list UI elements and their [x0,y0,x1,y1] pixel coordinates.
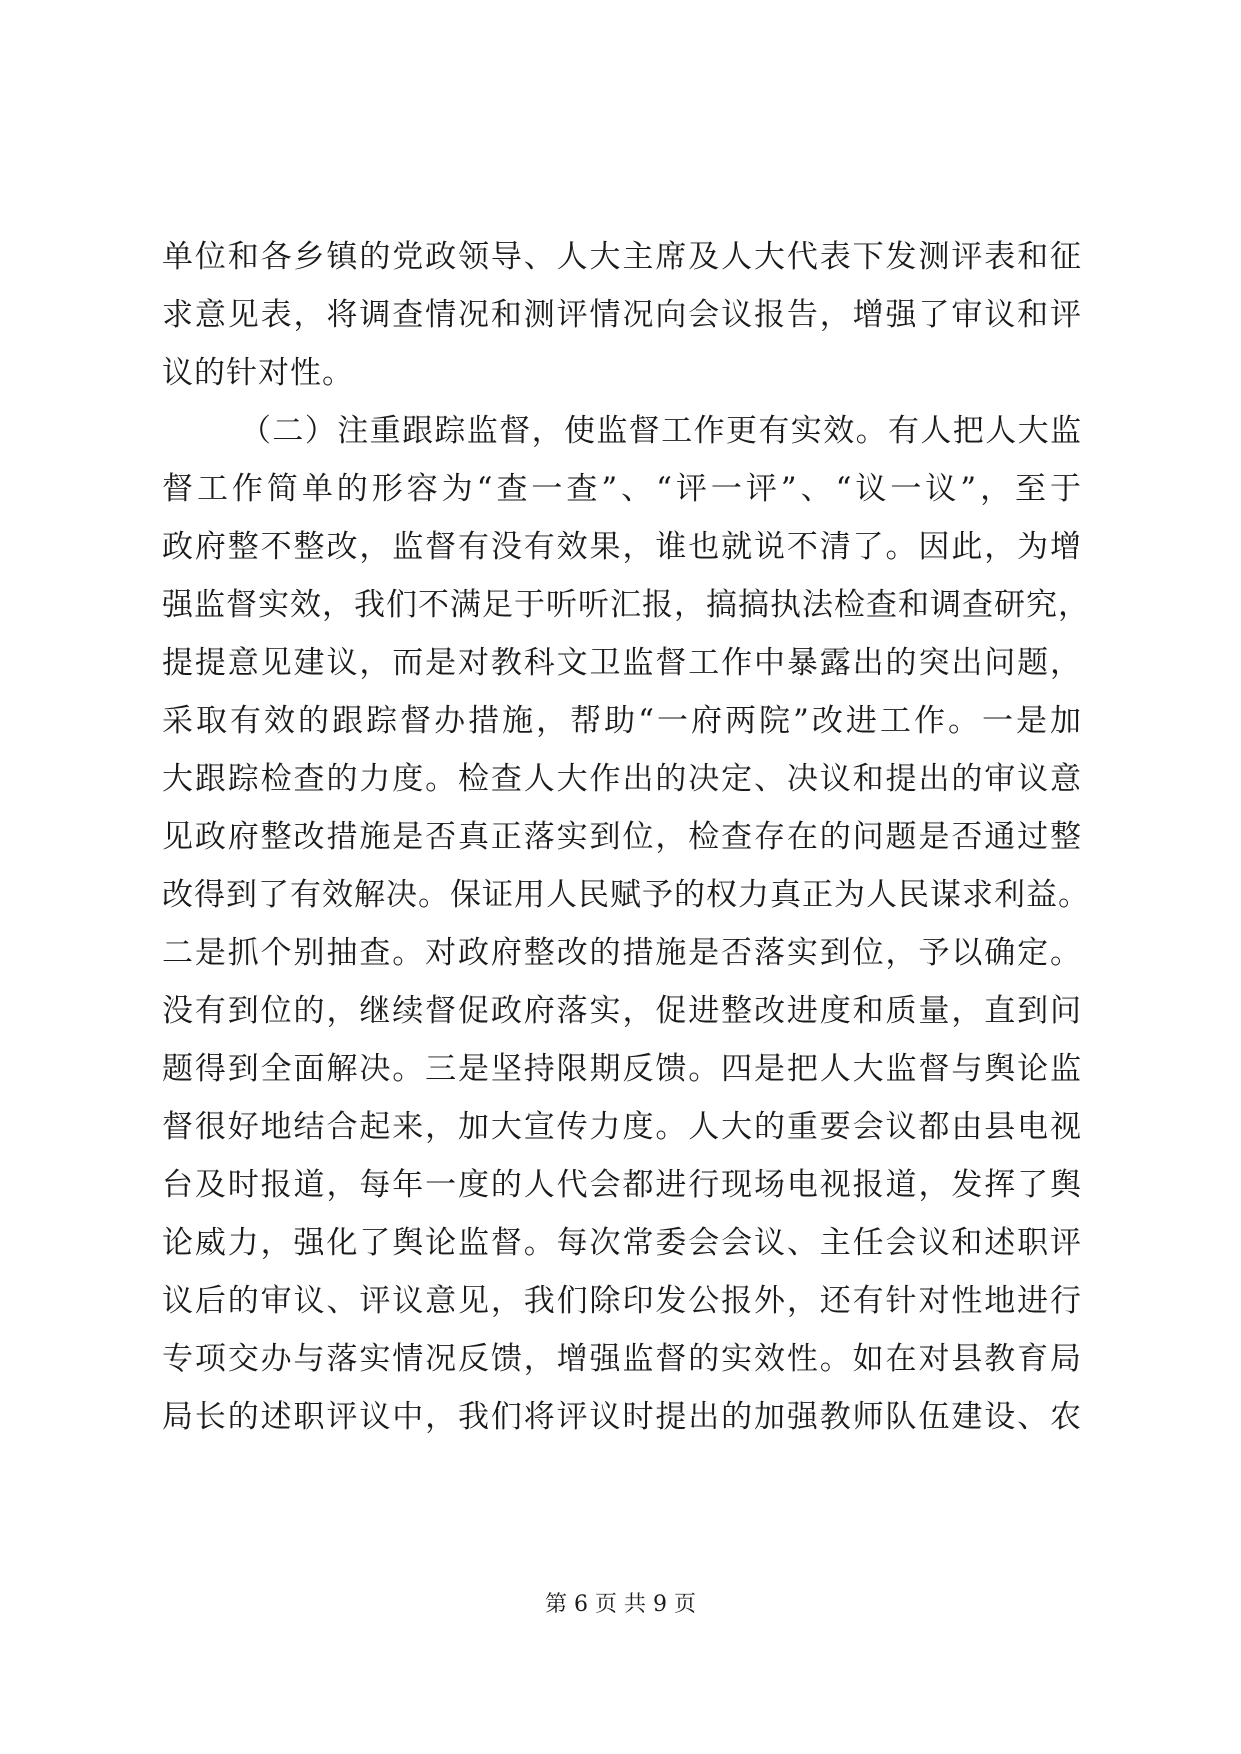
text-line: 论威力，强化了舆论监督。每次常委会会议、主任会议和述职评 [162,1225,1082,1261]
text-line: 题得到全面解决。三是坚持限期反馈。四是把人大监督与舆论监 [162,1051,1082,1087]
text-line: 专项交办与落实情况反馈，增强监督的实效性。如在对县教育局 [162,1341,1082,1377]
text-line: 改得到了有效解决。保证用人民赋予的权力真正为人民谋求利益。 [162,877,1090,913]
text-line: 局长的述职评议中，我们将评议时提出的加强教师队伍建设、农 [162,1399,1082,1435]
text-line: 督很好地结合起来，加大宣传力度。人大的重要会议都由县电视 [162,1109,1082,1145]
text-line: 求意见表，将调查情况和测评情况向会议报告，增强了审议和评 [162,297,1082,333]
text-line: 议的针对性。 [162,355,354,391]
text-line: 单位和各乡镇的党政领导、人大主席及人大代表下发测评表和征 [162,239,1082,275]
text-line: 见政府整改措施是否真正落实到位，检查存在的问题是否通过整 [162,819,1082,855]
text-line: 二是抓个别抽查。对政府整改的措施是否落实到位，予以确定。 [162,935,1082,971]
text-line: 提提意见建议，而是对教科文卫监督工作中暴露出的突出问题， [162,645,1082,681]
text-line: 台及时报道，每年一度的人代会都进行现场电视报道，发挥了舆 [162,1167,1082,1203]
text-line: 政府整不整改，监督有没有效果，谁也就说不清了。因此，为增 [162,529,1082,565]
document-body [162,228,1090,1446]
text-line: 强监督实效，我们不满足于听听汇报，搞搞执法检查和调查研究， [162,587,1090,623]
text-line: 采取有效的跟踪督办措施，帮助“一府两院”改进工作。一是加 [162,703,1082,739]
text-line: 没有到位的，继续督促政府落实，促进整改进度和质量，直到问 [162,993,1082,1029]
text-line: 大跟踪检查的力度。检查人大作出的决定、决议和提出的审议意 [162,761,1082,797]
paragraph-start-line: （二）注重跟踪监督，使监督工作更有实效。有人把人大监 [240,413,1082,449]
page-number-footer: 第 6 页 共 9 页 [545,1592,696,1617]
text-line: 议后的审议、评议意见，我们除印发公报外，还有针对性地进行 [162,1283,1082,1319]
text-line: 督工作简单的形容为“查一查”、“评一评”、“议一议”，至于 [162,471,1082,507]
